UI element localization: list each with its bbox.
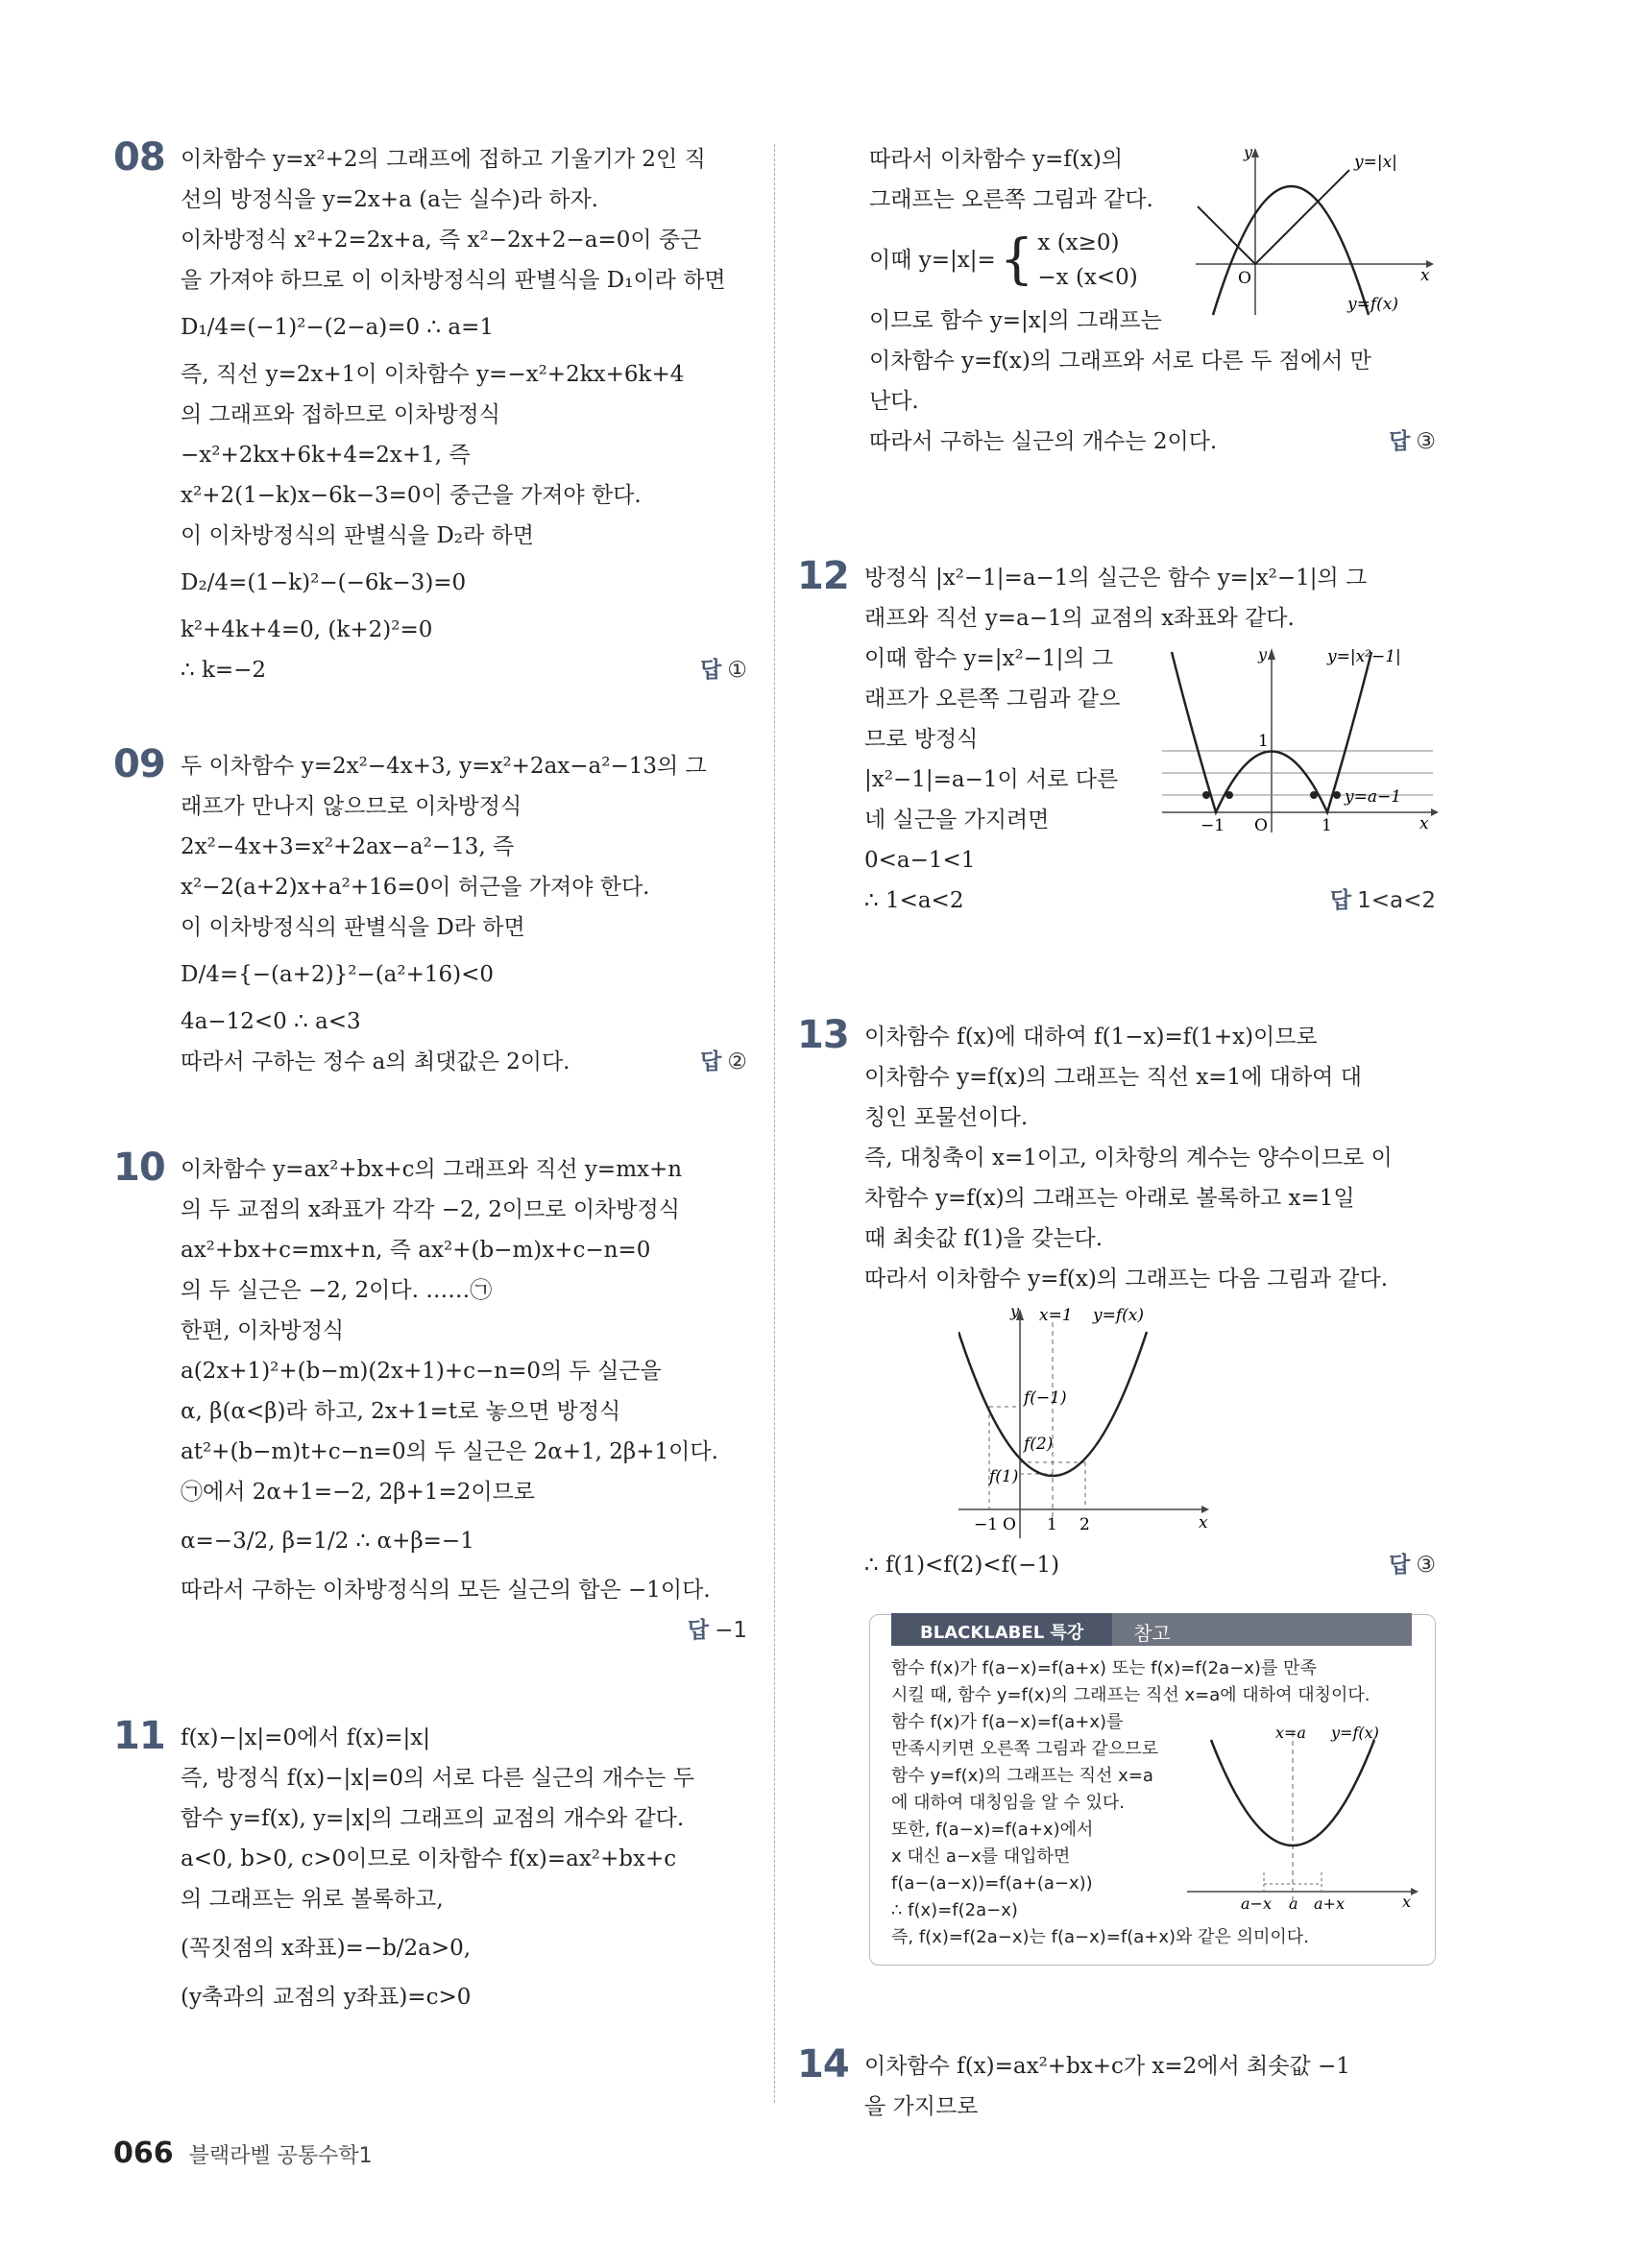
note-header [891, 1613, 1412, 1646]
f-two-label: f(2) [1024, 1435, 1054, 1454]
blacklabel-note [869, 1614, 1436, 1966]
origin-label: O [1254, 816, 1268, 834]
text-line: 방정식 |x²−1|=a−1의 실근은 함수 y=|x²−1|의 그 [864, 566, 1368, 591]
answer [700, 650, 747, 690]
graph-parabola-axis-x1 [864, 1303, 1436, 1545]
text-line: 0<a−1<1 [864, 848, 976, 873]
text-line: α, β(α<β)라 하고, 2x+1=t로 놓으면 방정식 [181, 1399, 621, 1424]
text-line: ∴ k=−2 [181, 658, 267, 683]
problem-number: 08 [113, 135, 165, 180]
text-line: 한편, 이차방정식 [181, 1318, 345, 1343]
text-line: 즉, 대칭축이 x=1이고, 이차항의 계수는 양수이므로 이 [864, 1146, 1393, 1170]
y-axis-label: y [1244, 144, 1253, 161]
note-line: 함수 y=f(x)의 그래프는 직선 x=a [891, 1766, 1153, 1786]
text-line: x²+2(1−k)x−6k−3=0이 중근을 가져야 한다. [181, 483, 642, 508]
note-header-title: BLACKLABEL 특강 [891, 1613, 1112, 1646]
text-line: x²−2(a+2)x+a²+16=0이 허근을 가져야 한다. [181, 875, 650, 900]
text-line: 므로 방정식 [864, 727, 979, 752]
text-line: 따라서 이차함수 y=f(x)의 [869, 147, 1124, 172]
text-line: 때 최솟값 f(1)을 갖는다. [864, 1226, 1104, 1251]
page-number: 066 [113, 2136, 174, 2170]
text-line: 따라서 이차함수 y=f(x)의 그래프는 다음 그림과 같다. [864, 1267, 1389, 1291]
note-header-tag: 참고 [1133, 1622, 1171, 1645]
a-minus-x-label: a−x [1241, 1894, 1272, 1913]
text-line: ax²+bx+c=mx+n, 즉 ax²+(b−m)x+c−n=0 [181, 1238, 651, 1263]
problem-13 [797, 1013, 1436, 1585]
text-line: 함수 y=f(x), y=|x|의 그래프의 교점의 개수와 같다. [181, 1806, 685, 1831]
y-axis-label: y [1010, 1303, 1020, 1320]
text-line: 이차함수 y=x²+2의 그래프에 접하고 기울기가 2인 직 [181, 147, 706, 172]
text-line: 네 실근을 가지려면 [864, 808, 1050, 832]
case-negative: −x (x<0) [1037, 265, 1138, 290]
answer-tag: 답 [1329, 888, 1352, 913]
problem-09 [113, 742, 747, 1082]
tick-minus-one: −1 [974, 1515, 999, 1534]
text-line: |x²−1|=a−1이 서로 다른 [864, 767, 1119, 792]
curve-label: y=|x²−1| [1327, 647, 1401, 666]
text-line: −x²+2kx+6k+4=2x+1, 즉 [181, 443, 471, 468]
answer [1389, 1545, 1436, 1585]
answer-tag: 답 [1389, 429, 1411, 454]
text-line: 이차함수 y=f(x)의 그래프와 서로 다른 두 점에서 만 [869, 349, 1371, 374]
text-line: 이차함수 f(x)=ax²+bx+c가 x=2에서 최솟값 −1 [864, 2054, 1350, 2079]
column-divider [774, 144, 776, 2103]
problem-11-continued [797, 139, 1436, 462]
problem-11 [113, 1714, 747, 2017]
note-line: x 대신 a−x를 대입하면 [891, 1846, 1071, 1867]
x-axis-label: x [1402, 1893, 1412, 1911]
text-line: 의 두 교점의 x좌표가 각각 −2, 2이므로 이차방정식 [181, 1197, 680, 1222]
left-column [113, 135, 747, 2017]
text-line: D/4={−(a+2)}²−(a²+16)<0 [181, 962, 495, 987]
text-line: at²+(b−m)t+c−n=0의 두 실근은 2α+1, 2β+1이다. [181, 1439, 718, 1464]
answer [1389, 422, 1436, 462]
book-title: 블랙라벨 공통수학1 [188, 2144, 373, 2168]
y-axis-label: y [1258, 645, 1268, 664]
graph-symmetric-parabola [1187, 1721, 1427, 1913]
brace: { [999, 229, 1034, 291]
text-line: a<0, b>0, c>0이므로 이차함수 f(x)=ax²+bx+c [181, 1846, 677, 1871]
text-line: α=−3/2, β=1/2 ∴ α+β=−1 [181, 1529, 474, 1554]
problem-number: 13 [797, 1013, 849, 1057]
abs-curve-label: y=|x| [1354, 153, 1397, 172]
text-line: 을 가지므로 [864, 2094, 979, 2119]
problem-12 [797, 554, 1436, 921]
text-line: 이차함수 y=ax²+bx+c의 그래프와 직선 y=mx+n [181, 1157, 683, 1182]
text-line: 이차방정식 x²+2=2x+a, 즉 x²−2x+2−a=0이 중근 [181, 228, 702, 253]
axis-label: x=a [1275, 1724, 1306, 1742]
line-label: y=a−1 [1345, 787, 1402, 807]
answer-value: 1<a<2 [1357, 888, 1436, 913]
f-minus-one-label: f(−1) [1024, 1388, 1067, 1408]
text-line: 래프가 만나지 않으므로 이차방정식 [181, 794, 522, 819]
text-line: f(x)−|x|=0에서 f(x)=|x| [181, 1725, 430, 1750]
tick-two: 2 [1079, 1515, 1090, 1534]
text-line: 이때 함수 y=|x²−1|의 그 [864, 646, 1114, 671]
a-label: a [1289, 1894, 1298, 1913]
x-axis-label: x [1419, 814, 1429, 833]
text-line: 2x²−4x+3=x²+2ax−a²−13, 즉 [181, 834, 515, 859]
text-line: 난다. [869, 389, 919, 414]
answer [1330, 881, 1436, 921]
parabola-label: y=f(x) [1093, 1306, 1144, 1325]
note-line: 시킬 때, 함수 y=f(x)의 그래프는 직선 x=a에 대하여 대칭이다. [891, 1685, 1370, 1705]
note-line: 만족시키면 오른쪽 그림과 같으므로 [891, 1739, 1158, 1759]
note-line: 에 대하여 대칭임을 알 수 있다. [891, 1793, 1125, 1813]
text-line: (y축과의 교점의 y좌표)=c>0 [181, 1985, 472, 2010]
case-positive: x (x≥0) [1037, 230, 1120, 255]
text-line: D₂/4=(1−k)²−(−6k−3)=0 [181, 570, 467, 595]
answer-tag: 답 [700, 658, 722, 683]
answer [181, 1610, 747, 1651]
text-line: 즉, 방정식 f(x)−|x|=0의 서로 다른 실근의 개수는 두 [181, 1766, 695, 1791]
axis-label: x=1 [1039, 1306, 1073, 1325]
text-line: 이 이차방정식의 판별식을 D₂라 하면 [181, 523, 534, 548]
text-line: 이므로 함수 y=|x|의 그래프는 [869, 308, 1162, 333]
parabola-label: y=f(x) [1331, 1724, 1379, 1742]
problem-number: 09 [113, 742, 165, 786]
text-line: 의 그래프는 위로 볼록하고, [181, 1887, 444, 1912]
text-line: 이차함수 f(x)에 대하여 f(1−x)=f(1+x)이므로 [864, 1025, 1318, 1050]
text-line: 그래프는 오른쪽 그림과 같다. [869, 187, 1153, 212]
note-line: ∴ f(x)=f(2a−x) [891, 1900, 1018, 1920]
problem-10 [113, 1146, 747, 1651]
answer [700, 1042, 747, 1082]
blacklabel-note-wrapper [797, 1614, 1436, 1966]
problem-number: 14 [797, 2042, 849, 2087]
conclusion: ∴ f(1)<f(2)<f(−1) [864, 1553, 1060, 1578]
tick-y-one: 1 [1258, 732, 1269, 751]
text-line: k²+4k+4=0, (k+2)²=0 [181, 617, 433, 642]
origin-label: O [1003, 1515, 1016, 1534]
right-column [797, 139, 1436, 2127]
text-line: 의 두 실근은 −2, 2이다. ……㉠ [181, 1278, 493, 1303]
note-line: 함수 f(x)가 f(a−x)=f(a+x)를 [891, 1712, 1124, 1732]
x-axis-label: x [1199, 1513, 1208, 1532]
text-line: 따라서 구하는 정수 a의 최댓값은 2이다. [181, 1050, 570, 1074]
page-footer [113, 2136, 373, 2170]
f-one-label: f(1) [989, 1467, 1019, 1486]
text-line: 이차함수 y=f(x)의 그래프는 직선 x=1에 대하여 대 [864, 1065, 1362, 1090]
text-line: 래프와 직선 y=a−1의 교점의 x좌표와 같다. [864, 606, 1295, 631]
answer-value: ③ [1416, 1553, 1436, 1578]
text-line: 이 이차방정식의 판별식을 D라 하면 [181, 915, 525, 940]
answer-value: −1 [715, 1618, 747, 1643]
graph-abs-x-squared-minus-one [1162, 642, 1441, 834]
problem-number: 11 [113, 1714, 165, 1758]
answer-tag: 답 [687, 1618, 710, 1643]
tick-one: 1 [1047, 1515, 1057, 1534]
tick-plus-one: 1 [1322, 816, 1332, 834]
text-line: 따라서 구하는 이차방정식의 모든 실근의 합은 −1이다. [181, 1578, 711, 1603]
parabola-label: y=f(x) [1347, 295, 1398, 314]
answer-value: ① [727, 658, 747, 683]
problem-number: 12 [797, 554, 849, 598]
text-line: 의 그래프와 접하므로 이차방정식 [181, 402, 500, 427]
text-line: 선의 방정식을 y=2x+a (a는 실수)라 하자. [181, 187, 598, 212]
text-line: 따라서 구하는 실근의 개수는 2이다. [869, 429, 1218, 454]
a-plus-x-label: a+x [1314, 1894, 1345, 1913]
abs-cases [1037, 226, 1137, 295]
x-axis-label: x [1420, 266, 1430, 285]
text-line: 칭인 포물선이다. [864, 1105, 1029, 1130]
answer-value: ③ [1416, 429, 1436, 454]
text-line: (꼭짓점의 x좌표)=−b/2a>0, [181, 1936, 472, 1961]
problem-number: 10 [113, 1146, 165, 1190]
tick-minus-one: −1 [1201, 816, 1225, 834]
note-line: 함수 f(x)가 f(a−x)=f(a+x) 또는 f(x)=f(2a−x)를 만족 [891, 1658, 1317, 1678]
text-line: 차함수 y=f(x)의 그래프는 아래로 볼록하고 x=1일 [864, 1186, 1355, 1211]
problem-14 [797, 2042, 1436, 2127]
graph-abs-and-parabola [1196, 144, 1436, 317]
answer-value: ② [727, 1050, 747, 1074]
text-line: ∴ 1<a<2 [864, 888, 964, 913]
answer-tag: 답 [1389, 1553, 1411, 1578]
text-line: 래프가 오른쪽 그림과 같으 [864, 687, 1121, 712]
note-line: f(a−(a−x))=f(a+(a−x)) [891, 1873, 1093, 1894]
text-line: a(2x+1)²+(b−m)(2x+1)+c−n=0의 두 실근을 [181, 1359, 662, 1384]
text-line: 두 이차함수 y=2x²−4x+3, y=x²+2ax−a²−13의 그 [181, 754, 707, 779]
text-line: ㉠에서 2α+1=−2, 2β+1=2이므로 [181, 1480, 536, 1505]
note-line: 즉, f(x)=f(2a−x)는 f(a−x)=f(a+x)와 같은 의미이다. [891, 1927, 1309, 1947]
note-line: 또한, f(a−x)=f(a+x)에서 [891, 1820, 1094, 1840]
text-line: 즉, 직선 y=2x+1이 이차함수 y=−x²+2kx+6k+4 [181, 362, 685, 387]
text-line: D₁/4=(−1)²−(2−a)=0 ∴ a=1 [181, 315, 494, 340]
answer-tag: 답 [700, 1050, 722, 1074]
text-line: 4a−12<0 ∴ a<3 [181, 1009, 361, 1034]
text-line: 을 가져야 하므로 이 이차방정식의 판별식을 D₁이라 하면 [181, 268, 726, 293]
abs-prefix: 이때 y=|x|= [869, 248, 996, 273]
problem-08 [113, 135, 747, 690]
origin-label: O [1238, 269, 1251, 288]
